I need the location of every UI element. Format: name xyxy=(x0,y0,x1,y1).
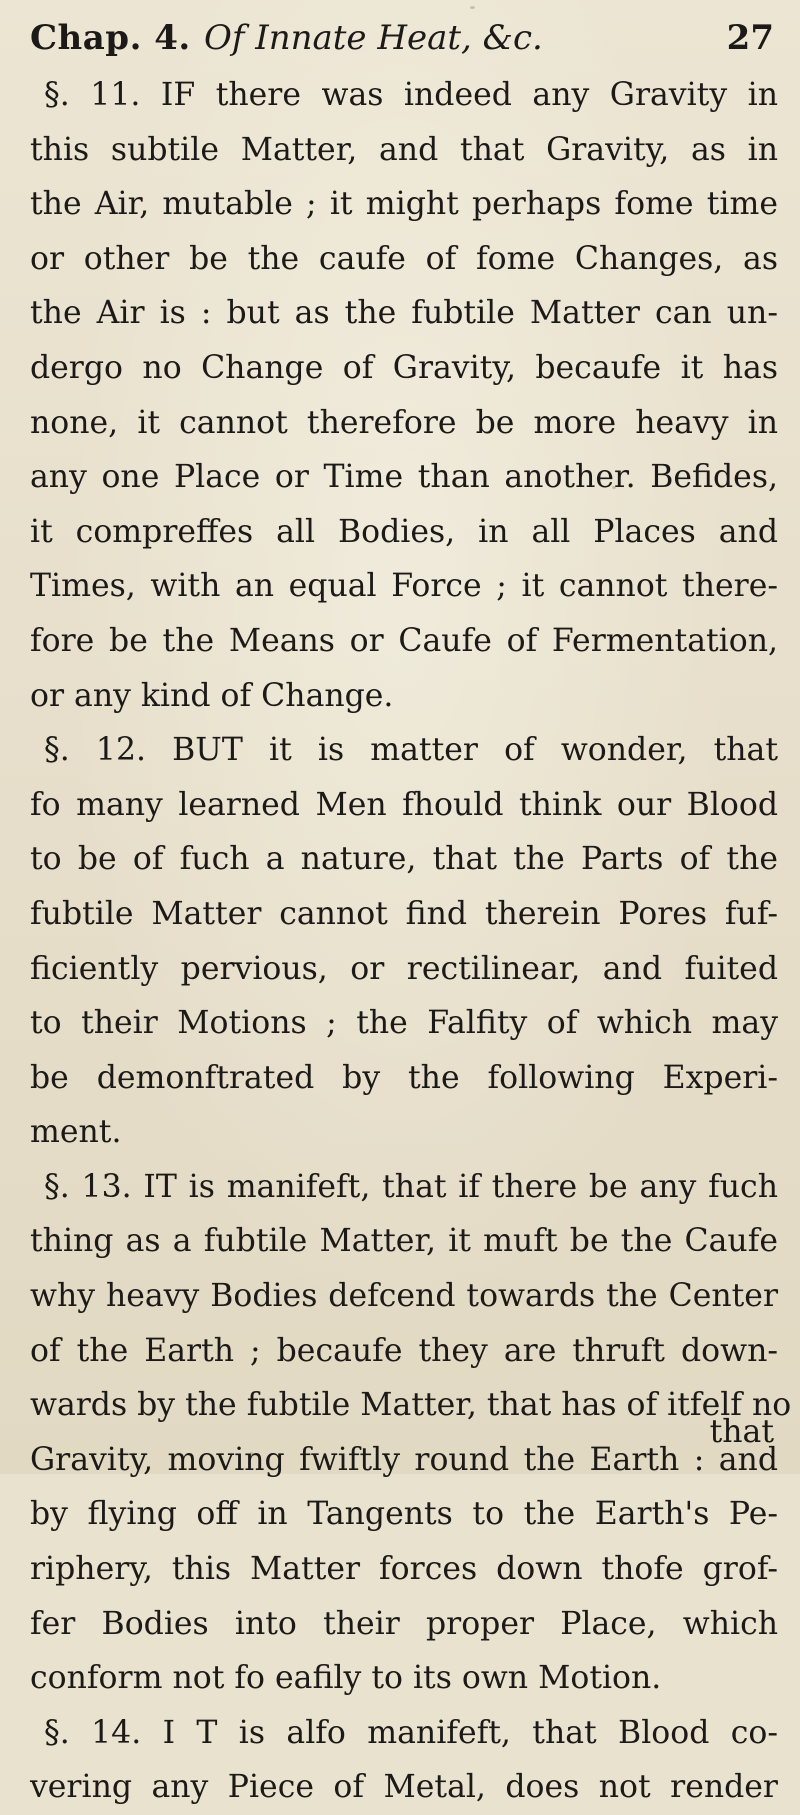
text-line: it compreffes all Bodies, in all Places and xyxy=(30,513,778,550)
text-line: by flying off in Tangents to the Earth's Pe- xyxy=(30,1496,778,1533)
running-title: Of Innate Heat, &c. xyxy=(204,18,543,58)
text-line: Times, with an equal Force ; it cannot there- xyxy=(30,568,778,605)
text-line: vering any Piece of Metal, does not render xyxy=(30,1769,778,1806)
text-line: §. 12. BUT it is matter of wonder, that xyxy=(44,732,778,769)
text-line: conform not fo eafily to its own Motion. xyxy=(30,1660,662,1697)
paper-speck xyxy=(250,1452,253,1455)
text-line: Gravity, moving fwiftly round the Earth : and xyxy=(30,1441,778,1478)
text-line: the Air is : but as the fubtile Matter can un- xyxy=(30,295,778,332)
text-line: thing as a fubtile Matter, it muft be the Caufe xyxy=(30,1223,778,1260)
paper-speck xyxy=(470,6,475,9)
text-line: to their Motions ; the Falfity of which may xyxy=(30,1005,778,1042)
paper-speck xyxy=(612,486,616,489)
body-text xyxy=(30,68,792,1815)
text-line: of the Earth ; becaufe they are thruft down- xyxy=(30,1332,778,1369)
text-line: ment. xyxy=(30,1114,122,1151)
text-line: wards by the fubtile Matter, that has of itfelf no xyxy=(30,1387,792,1424)
text-line: §. 13. IT is manifeft, that if there be any fuch xyxy=(44,1168,778,1205)
text-line: fo many learned Men fhould think our Blood xyxy=(30,786,778,823)
chapter-label: Chap. 4. xyxy=(30,18,191,58)
page-number: 27 xyxy=(726,18,774,58)
text-line: be demonftrated by the following Experi- xyxy=(30,1059,778,1096)
text-line: to be of fuch a nature, that the Parts of the xyxy=(30,841,778,878)
text-line: fer Bodies into their proper Place, which xyxy=(30,1605,778,1642)
text-line: fubtile Matter cannot find therein Pores fuf- xyxy=(30,895,778,932)
text-line: dergo no Change of Gravity, becaufe it has xyxy=(30,349,778,386)
text-line: this subtile Matter, and that Gravity, as in xyxy=(30,131,778,168)
text-line: §. 14. I T is alfo manifeft, that Blood co- xyxy=(44,1714,778,1751)
text-line: the Air, mutable ; it might perhaps fome time xyxy=(30,186,778,223)
running-head xyxy=(30,18,778,70)
text-line: §. 11. IF there was indeed any Gravity in xyxy=(44,77,778,113)
text-line: or other be the caufe of fome Changes, as xyxy=(30,240,778,277)
text-line: or any kind of Change. xyxy=(30,677,394,714)
text-line: ficiently pervious, or rectilinear, and fuited xyxy=(30,950,778,987)
text-line: any one Place or Time than another. Befides, xyxy=(30,459,778,496)
text-line: none, it cannot therefore be more heavy in xyxy=(30,404,778,441)
text-line: fore be the Means or Caufe of Fermentation, xyxy=(30,622,778,659)
text-line: why heavy Bodies defcend towards the Center xyxy=(30,1278,778,1315)
text-line: riphery, this Matter forces down thofe grof- xyxy=(30,1551,778,1588)
catchword: that xyxy=(709,1414,774,1450)
